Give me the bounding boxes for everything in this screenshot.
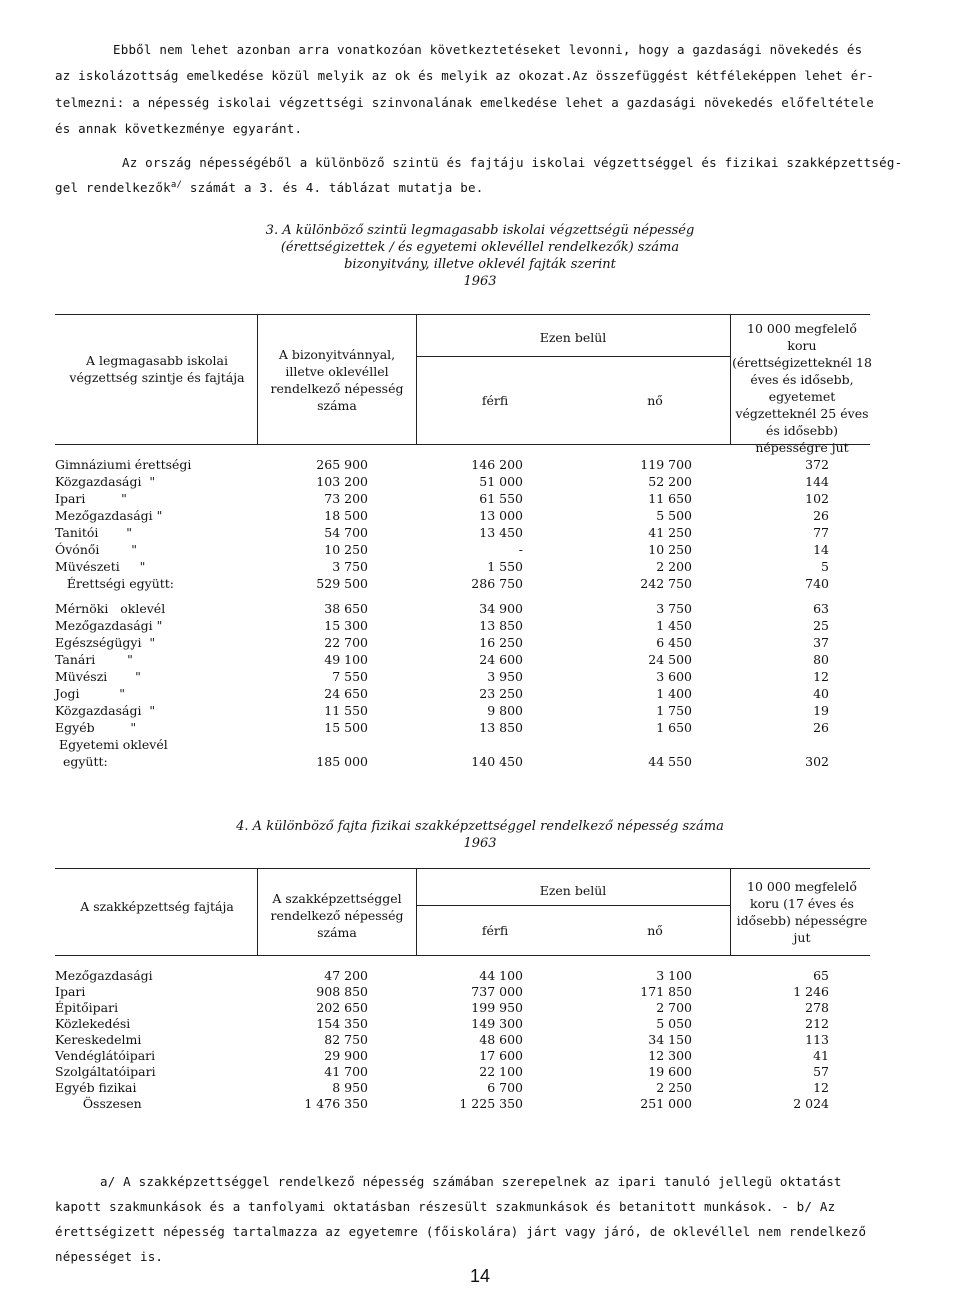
table-cell-men: 13 450 [479, 525, 523, 540]
table-cell-per10000: 12 [813, 669, 829, 684]
table4-year: 1963 [463, 836, 497, 851]
table-cell-per10000: 19 [813, 703, 829, 718]
table-row-label: Mérnöki oklevél [55, 601, 166, 616]
footnote-line-2: kapott szakmunkások és a tanfolyami oktatásban részesült szakmunkások és betanitott munkások. - b/ Az [55, 1199, 836, 1214]
table-row-label: Tanári " [55, 652, 133, 667]
table3-header-per10000: 10 000 megfelelő koru (érettségizetteknél 18 éves és idősebb, egyetemet végzetteknél 25 éves és idősebb) népességre jut [732, 321, 872, 455]
table-cell-per10000: 102 [805, 491, 829, 506]
table-cell-total: 49 100 [324, 652, 368, 667]
table-cell-men: 149 300 [471, 1016, 523, 1031]
table-cell-women: 11 650 [648, 491, 692, 506]
table-row-label: Egyéb " [55, 720, 137, 735]
table3-header-women: nő [647, 393, 663, 408]
table3-header-total: A bizonyitvánnyal, illetve oklevéllel rendelkező népesség száma [270, 347, 404, 413]
table-cell-women: 5 500 [656, 508, 692, 523]
table-row-label: Közgazdasági " [55, 703, 156, 718]
table-cell-total: 202 650 [316, 1000, 368, 1015]
intro-line-4: és annak következménye egyaránt. [55, 121, 303, 136]
table-cell-per10000: 41 [813, 1048, 829, 1063]
table-cell-total: 103 200 [316, 474, 368, 489]
table-cell-per10000: 25 [813, 618, 829, 633]
intro-line-3: telmezni: a népesség iskolai végzettségi szinvonalának emelkedése lehet a gazdasági növekedés előfeltétele [55, 95, 874, 110]
table-row-label: Müvészi " [55, 669, 141, 684]
table-cell-women: 119 700 [640, 457, 692, 472]
table-cell-total: 1 476 350 [304, 1096, 368, 1111]
table-cell-men: 13 000 [479, 508, 523, 523]
table-row-label: Tanitói " [55, 525, 132, 540]
table-cell-women: 10 250 [648, 542, 692, 557]
table-cell-women: 242 750 [640, 576, 692, 591]
table-row-label: Egészségügyi " [55, 635, 156, 650]
table-cell-women: 5 050 [656, 1016, 692, 1031]
table-cell-total: 18 500 [324, 508, 368, 523]
table-cell-total: 24 650 [324, 686, 368, 701]
table-cell-per10000: 2 024 [793, 1096, 829, 1111]
table4-header-per10000: 10 000 megfelelő koru (17 éves és idősebb) népességre jut [736, 879, 868, 945]
table-cell-total: 8 950 [332, 1080, 368, 1095]
table-cell-women: 1 400 [656, 686, 692, 701]
table-cell-total: 7 550 [332, 669, 368, 684]
table-cell-per10000: 302 [805, 754, 829, 769]
table-cell-men: 13 850 [479, 618, 523, 633]
table-row-label: Mezőgazdasági " [55, 508, 163, 523]
table-cell-total: 3 750 [332, 559, 368, 574]
table-row-label: Egyéb fizikai [55, 1080, 137, 1095]
table4-header-group: Ezen belül [539, 883, 607, 898]
table-cell-women: 41 250 [648, 525, 692, 540]
intro-line-2: az iskolázottság emelkedése közül melyik az ok és melyik az okozat.Az összefüggést kétféleképpen lehet ér- [55, 68, 874, 83]
table-cell-men: - [518, 542, 523, 557]
table-row-label: Óvónői " [55, 542, 137, 557]
intro-line-5: Az ország népességéből a különböző szintü és fajtáju iskolai végzettséggel és fizikai szakképzettség- [122, 155, 903, 170]
table-cell-men: 13 850 [479, 720, 523, 735]
table-cell-women: 12 300 [648, 1048, 692, 1063]
table-row-label: Ipari " [55, 491, 127, 506]
table-cell-women: 19 600 [648, 1064, 692, 1079]
table-cell-women: 2 700 [656, 1000, 692, 1015]
table-cell-women: 34 150 [648, 1032, 692, 1047]
table-cell-men: 24 600 [479, 652, 523, 667]
table-cell-women: 1 650 [656, 720, 692, 735]
table-cell-men: 146 200 [471, 457, 523, 472]
table-row-label: Közlekedési [55, 1016, 131, 1031]
table3-title-1: 3. A különböző szintü legmagasabb iskolai végzettségü népesség [265, 223, 695, 238]
table-row-label: Ipari [55, 984, 86, 999]
table-cell-per10000: 113 [805, 1032, 829, 1047]
table-cell-per10000: 1 246 [793, 984, 829, 999]
table-cell-total: 54 700 [324, 525, 368, 540]
table-cell-per10000: 26 [813, 720, 829, 735]
table-row-label: Jogi " [55, 686, 126, 701]
table-cell-women: 3 750 [656, 601, 692, 616]
table-cell-per10000: 372 [805, 457, 829, 472]
footnote-line-3: érettségizett népesség tartalmazza az egyetemre (főiskolára) járt vagy járó, de oklevéllel nem rendelkező [55, 1224, 867, 1239]
table-cell-men: 140 450 [471, 754, 523, 769]
table-row-label: Müvészeti " [55, 559, 146, 574]
table-cell-men: 16 250 [479, 635, 523, 650]
table-cell-total: 73 200 [324, 491, 368, 506]
table-cell-women: 24 500 [648, 652, 692, 667]
table-cell-men: 51 000 [479, 474, 523, 489]
table-cell-per10000: 37 [813, 635, 829, 650]
table-cell-men: 737 000 [471, 984, 523, 999]
table-row-label: Mezőgazdasági [55, 968, 153, 983]
table-cell-men: 22 100 [479, 1064, 523, 1079]
table-cell-per10000: 5 [821, 559, 829, 574]
table-cell-per10000: 57 [813, 1064, 829, 1079]
table-row-label: Közgazdasági " [55, 474, 156, 489]
intro-line-1: Ebből nem lehet azonban arra vonatkozóan következtetéseket levonni, hogy a gazdasági növekedés és [113, 42, 863, 57]
table-cell-per10000: 144 [805, 474, 829, 489]
table-cell-per10000: 26 [813, 508, 829, 523]
table-cell-women: 251 000 [640, 1096, 692, 1111]
table-cell-per10000: 65 [813, 968, 829, 983]
table-cell-per10000: 740 [805, 576, 829, 591]
table-cell-total: 908 850 [316, 984, 368, 999]
table-cell-total: 11 550 [324, 703, 368, 718]
table3-header-men: férfi [481, 393, 509, 408]
table-row-label: Érettségi együtt: [55, 576, 175, 591]
footnote-line-4: népességet is. [55, 1249, 164, 1264]
table-cell-men: 34 900 [479, 601, 523, 616]
table-cell-total: 15 500 [324, 720, 368, 735]
table-cell-total: 10 250 [324, 542, 368, 557]
table-cell-men: 23 250 [479, 686, 523, 701]
table-cell-women: 52 200 [648, 474, 692, 489]
table-cell-men: 199 950 [471, 1000, 523, 1015]
table-row-label: Épitőipari [55, 1000, 119, 1015]
table-cell-total: 15 300 [324, 618, 368, 633]
table4-header-men: férfi [481, 923, 509, 938]
footnote-line-1: a/ A szakképzettséggel rendelkező népesség számában szerepelnek az ipari tanuló jellegü oktatást [100, 1174, 842, 1189]
table3-header-group: Ezen belül [539, 330, 607, 345]
table-cell-men: 1 550 [487, 559, 523, 574]
table-row-label: együtt: [55, 754, 108, 769]
table-row-label: Kereskedelmi [55, 1032, 142, 1047]
table-cell-men: 6 700 [487, 1080, 523, 1095]
table-cell-men: 48 600 [479, 1032, 523, 1047]
table-cell-total: 265 900 [316, 457, 368, 472]
page-number: 14 [469, 1266, 491, 1286]
table3-title-2: (érettségizettek / és egyetemi oklevéllel rendelkezők) száma [280, 240, 680, 255]
table-cell-total: 38 650 [324, 601, 368, 616]
table-cell-total: 29 900 [324, 1048, 368, 1063]
table4-header-total: A szakképzettséggel rendelkező népesség száma [270, 891, 404, 940]
table-cell-men: 3 950 [487, 669, 523, 684]
table-row-label: Mezőgazdasági " [55, 618, 163, 633]
table-cell-total: 41 700 [324, 1064, 368, 1079]
table-row-label: Vendéglátóipari [55, 1048, 156, 1063]
table-cell-per10000: 63 [813, 601, 829, 616]
table4-header-women: nő [647, 923, 663, 938]
table-cell-men: 9 800 [487, 703, 523, 718]
table-cell-total: 529 500 [316, 576, 368, 591]
table-cell-per10000: 40 [813, 686, 829, 701]
table-cell-total: 185 000 [316, 754, 368, 769]
table-cell-women: 1 450 [656, 618, 692, 633]
table-cell-men: 286 750 [471, 576, 523, 591]
table-cell-women: 171 850 [640, 984, 692, 999]
table-cell-women: 3 600 [656, 669, 692, 684]
table-cell-women: 6 450 [656, 635, 692, 650]
table-cell-men: 44 100 [479, 968, 523, 983]
table-cell-men: 61 550 [479, 491, 523, 506]
table-row-label: Gimnáziumi érettségi [55, 457, 192, 472]
table4-title: 4. A különböző fajta fizikai szakképzettséggel rendelkező népesség száma [236, 819, 724, 834]
table-cell-women: 3 100 [656, 968, 692, 983]
table-cell-total: 154 350 [316, 1016, 368, 1031]
table-row-label: Szolgáltatóipari [55, 1064, 156, 1079]
intro-line-6b: számát a 3. és 4. táblázat mutatja be. [182, 180, 484, 196]
table-cell-per10000: 80 [813, 652, 829, 667]
table-cell-per10000: 278 [805, 1000, 829, 1015]
table-cell-women: 2 200 [656, 559, 692, 574]
table3-header-level: A legmagasabb iskolai végzettség szintje és fajtája [69, 353, 245, 385]
table-cell-per10000: 14 [813, 542, 829, 557]
table-row-label: Összesen [55, 1096, 142, 1111]
table-cell-women: 1 750 [656, 703, 692, 718]
table3-title-3: bizonyitvány, illetve oklevél fajták szerint [344, 257, 616, 272]
table-cell-men: 17 600 [479, 1048, 523, 1063]
table-cell-total: 82 750 [324, 1032, 368, 1047]
intro-line-6a: gel rendelkezők [55, 180, 171, 196]
footnote-marker: a/ [170, 180, 183, 190]
table3-year: 1963 [463, 274, 497, 289]
table-cell-total: 22 700 [324, 635, 368, 650]
table-row-label: Egyetemi oklevél [55, 737, 168, 752]
table-cell-per10000: 12 [813, 1080, 829, 1095]
table4-header-kind: A szakképzettség fajtája [80, 899, 234, 914]
table-cell-per10000: 77 [813, 525, 829, 540]
intro-line-6 [55, 180, 483, 195]
table-cell-total: 47 200 [324, 968, 368, 983]
table-cell-women: 2 250 [656, 1080, 692, 1095]
table-cell-per10000: 212 [805, 1016, 829, 1031]
table-cell-men: 1 225 350 [459, 1096, 523, 1111]
table-cell-women: 44 550 [648, 754, 692, 769]
